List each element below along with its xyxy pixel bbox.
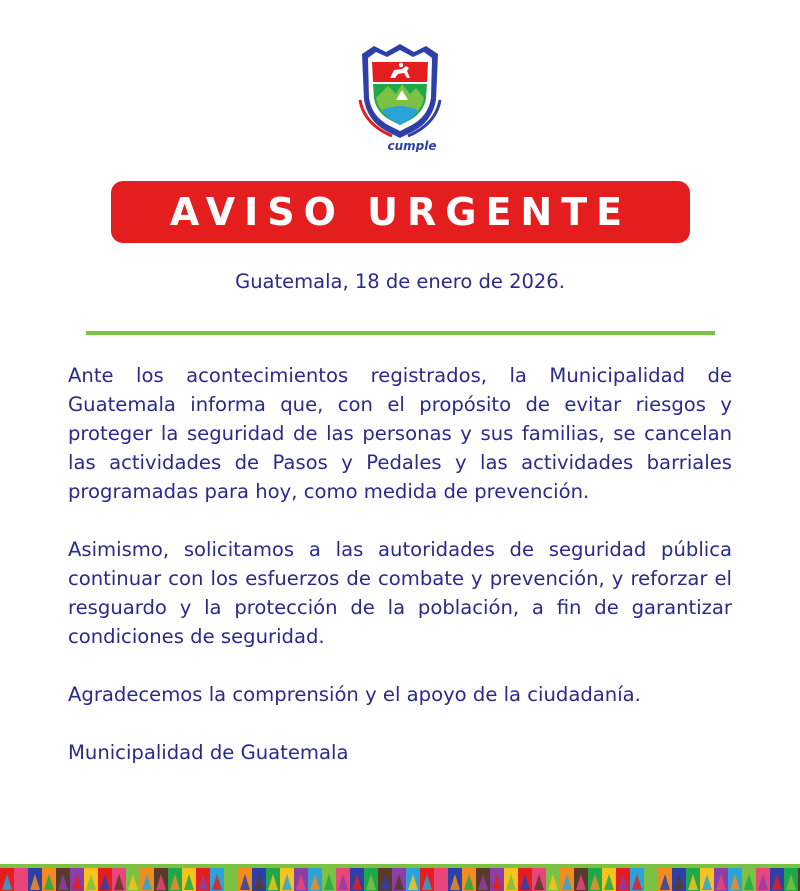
municipal-shield-icon [352,40,448,152]
logo-tagline: cumple [387,139,437,152]
paragraph-1: Ante los acontecimientos registrados, la Municipalidad de Guatemala informa que, con el propósito de evitar riesgos y proteger la seguridad de las personas y sus familias, se cancelan las actividades de Pasos y Pedales y las actividades barriales programadas para hoy, como medida de prevención. [68,364,732,503]
notice-body [68,361,732,767]
urgent-banner [111,181,690,243]
signature: Municipalidad de Guatemala [68,741,349,764]
decorative-footer-strip [0,864,800,891]
date-line: Guatemala, 18 de enero de 2026. [235,270,565,293]
banner-title: AVISO URGENTE [169,190,632,234]
footer-green-line [0,864,800,868]
pattern-strip-icon [0,864,800,891]
paragraph-3: Agradecemos la comprensión y el apoyo de la ciudadanía. [68,683,641,706]
paragraph-2: Asimismo, solicitamos a las autoridades de seguridad pública continuar con los esfuerzos de combate y prevención, y reforzar el resguardo y la protección de la población, a fin de garantizar condiciones de seguridad. [68,538,732,648]
green-divider [86,331,715,335]
